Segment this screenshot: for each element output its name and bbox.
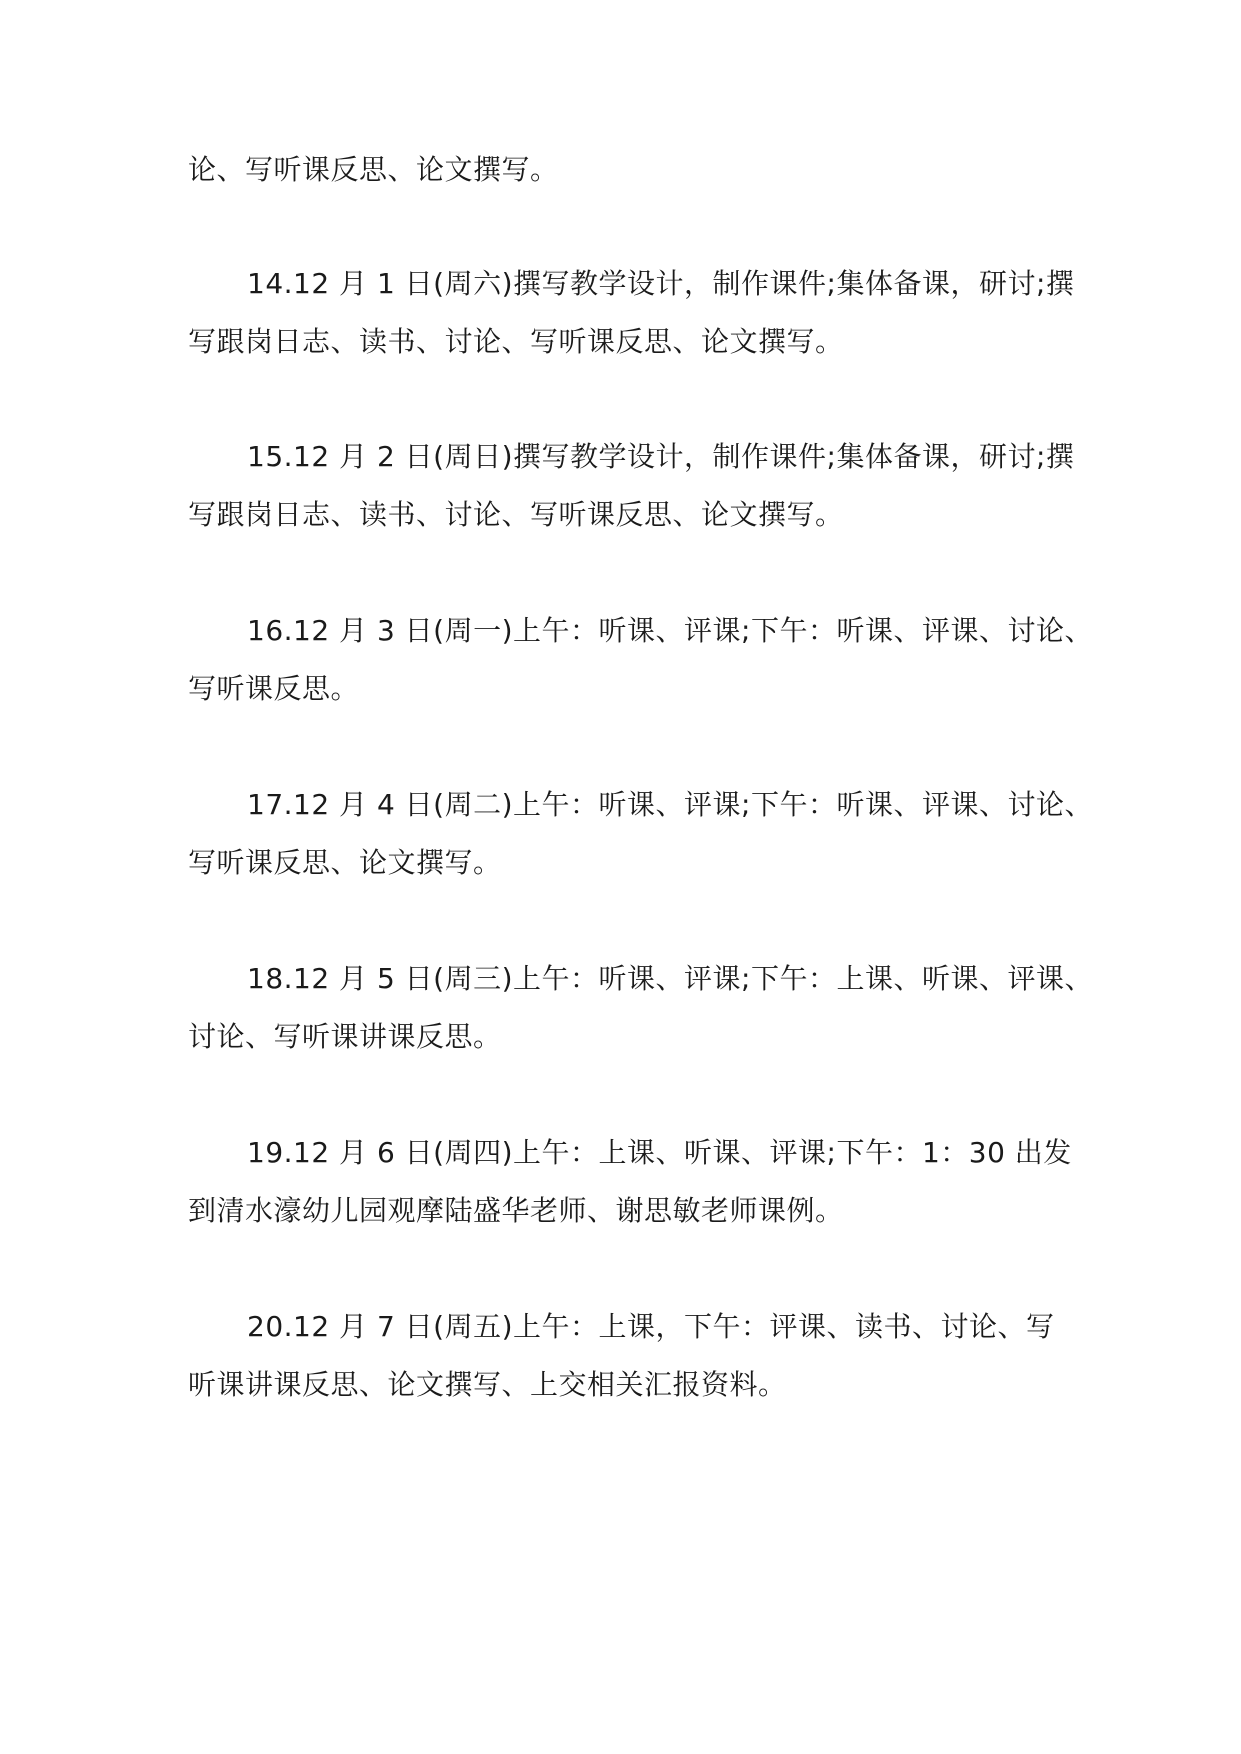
- schedule-item-14-line-2: 写跟岗日志、读书、讨论、写听课反思、论文撰写。: [188, 325, 844, 358]
- schedule-item-19-line-1: 19.12 月 6 日(周四)上午：上课、听课、评课;下午：1：30 出发: [247, 1136, 1072, 1169]
- schedule-item-19-line-2: 到清水濠幼儿园观摩陆盛华老师、谢思敏老师课例。: [188, 1194, 844, 1227]
- schedule-item-15-line-2: 写跟岗日志、读书、讨论、写听课反思、论文撰写。: [188, 498, 844, 531]
- schedule-item-17-line-1: 17.12 月 4 日(周二)上午：听课、评课;下午：听课、评课、讨论、: [247, 788, 1093, 821]
- schedule-item-18-line-1: 18.12 月 5 日(周三)上午：听课、评课;下午：上课、听课、评课、: [247, 962, 1093, 995]
- schedule-item-15-line-1: 15.12 月 2 日(周日)撰写教学设计，制作课件;集体备课，研讨;撰: [247, 440, 1075, 473]
- paragraph-continuation-line: 论、写听课反思、论文撰写。: [188, 153, 559, 186]
- schedule-item-16-line-2: 写听课反思。: [188, 672, 360, 705]
- schedule-item-20-line-2: 听课讲课反思、论文撰写、上交相关汇报资料。: [188, 1368, 787, 1401]
- schedule-item-14-line-1: 14.12 月 1 日(周六)撰写教学设计，制作课件;集体备课，研讨;撰: [247, 267, 1075, 300]
- schedule-item-17-line-2: 写听课反思、论文撰写。: [188, 846, 502, 879]
- schedule-item-16-line-1: 16.12 月 3 日(周一)上午：听课、评课;下午：听课、评课、讨论、: [247, 614, 1093, 647]
- schedule-item-20-line-1: 20.12 月 7 日(周五)上午：上课，下午：评课、读书、讨论、写: [247, 1310, 1055, 1343]
- schedule-item-18-line-2: 讨论、写听课讲课反思。: [188, 1020, 502, 1053]
